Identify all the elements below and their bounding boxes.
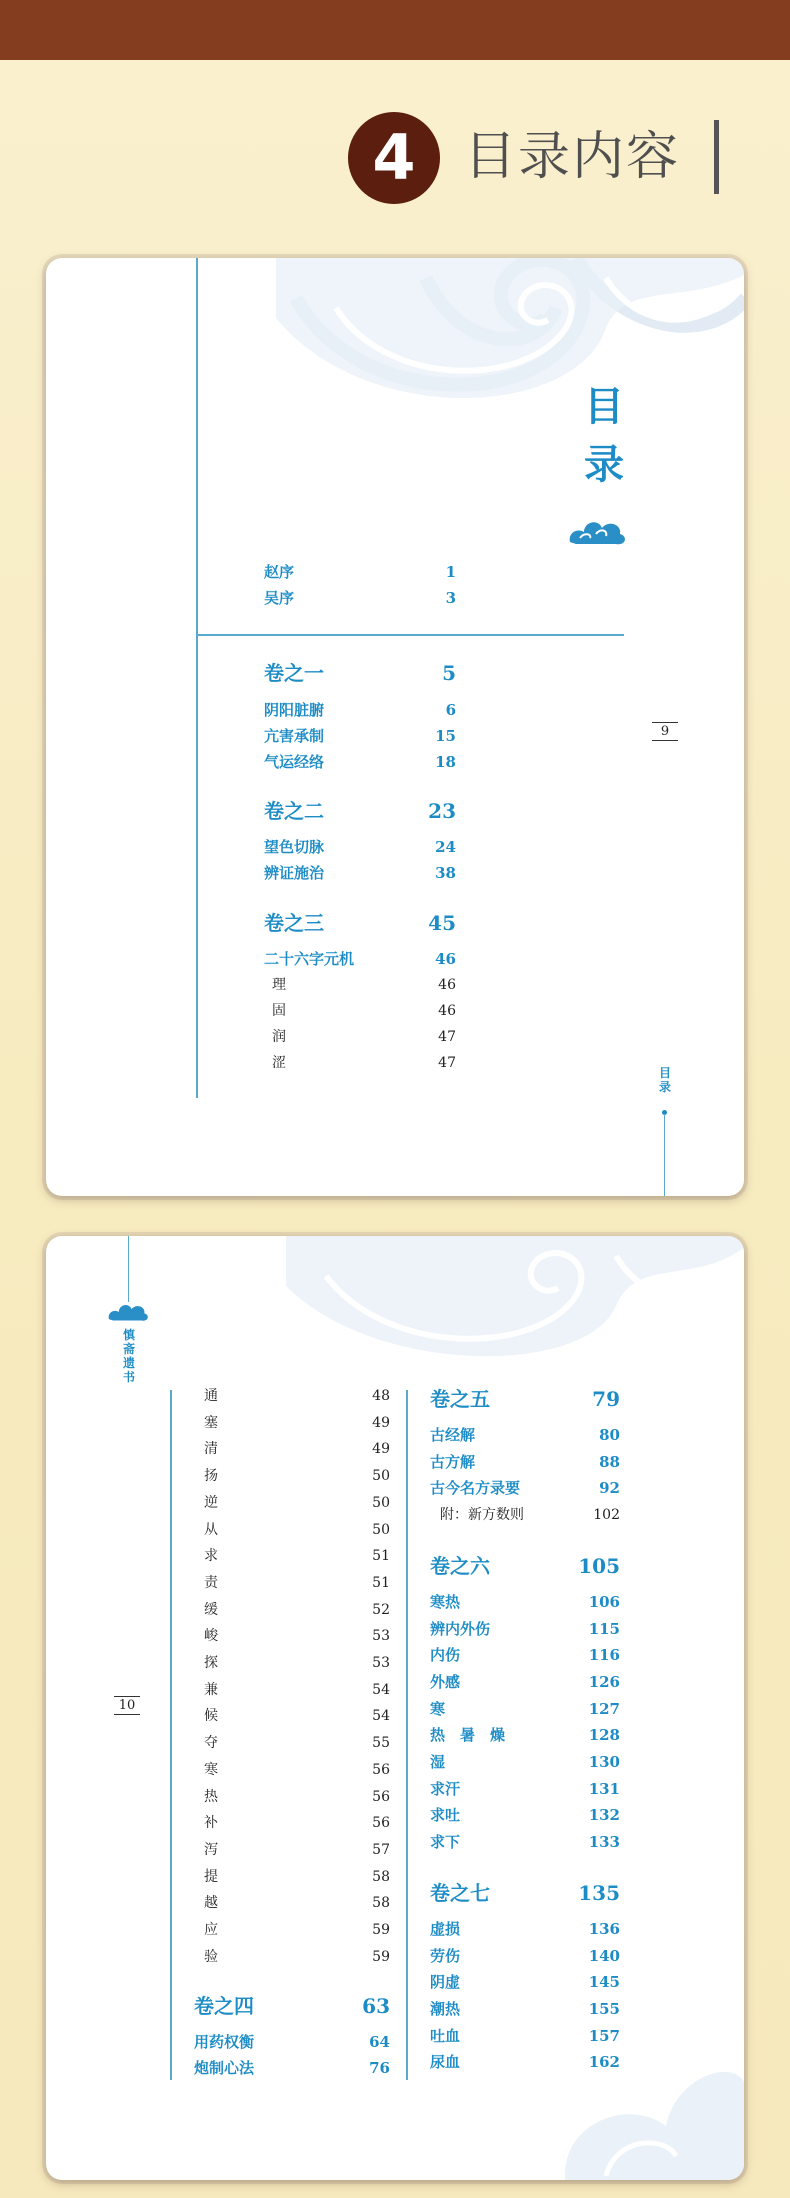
toc-page: 106 [588,1592,620,1611]
toc-label: 阴虚 [430,1973,461,1992]
toc-label: 炮制心法 [194,2059,255,2077]
toc-label: 缓 [204,1601,218,1618]
toc-row[interactable] [264,947,456,971]
toc-label: 外感 [430,1672,461,1691]
toc-page: 116 [588,1646,620,1665]
toc-page: 3 [445,589,456,607]
toc-label: 热 [204,1788,218,1805]
toc-label: 劳伤 [430,1946,461,1965]
toc-row[interactable] [440,1503,620,1527]
side-line [664,1114,665,1196]
toc-title-char-2: 录 [584,441,624,488]
toc-label: 责 [204,1574,218,1591]
toc-volume-2[interactable] [264,796,456,826]
toc-label: 补 [204,1815,218,1832]
toc-label: 越 [204,1895,218,1912]
toc-row[interactable] [204,1518,390,1542]
toc-row[interactable] [430,1590,620,1614]
toc-page: 130 [588,1753,620,1771]
toc-row[interactable] [204,1704,390,1728]
toc-row-preface-1[interactable] [264,560,456,584]
toc-page: 126 [588,1672,620,1691]
toc-label: 辨证施治 [264,864,325,882]
toc-label: 用药权衡 [194,2033,255,2051]
toc-page: 58 [372,1868,390,1885]
volume-title: 卷之一 [264,661,324,685]
toc-label: 候 [204,1708,218,1725]
toc-page: 80 [599,1426,620,1444]
toc-label: 古经解 [430,1426,476,1444]
toc-page: 47 [438,1029,456,1045]
toc-row[interactable] [204,1411,390,1435]
toc-page: 131 [588,1779,620,1798]
toc-page: 140 [588,1946,620,1965]
toc-row[interactable] [430,1750,620,1774]
toc-page: 56 [372,1761,390,1778]
toc-row[interactable] [430,1830,620,1854]
toc-label: 辨内外伤 [430,1619,491,1638]
side-running-title: 慎 斋 遗 书 [122,1328,135,1384]
toc-row[interactable] [204,1945,390,1969]
left-margin-line [196,258,198,1098]
toc-label: 热 暑 燥 [430,1726,506,1745]
toc-label: 二十六字元机 [264,950,355,968]
volume-title: 卷之六 [430,1553,490,1578]
toc-page: 162 [588,2053,620,2072]
toc-volume[interactable] [430,1551,620,1581]
toc-row[interactable] [264,861,456,885]
toc-subrow[interactable] [272,999,456,1023]
toc-page: 51 [372,1548,390,1565]
toc-volume[interactable] [430,1878,620,1908]
page-number: 10 [114,1698,140,1713]
toc-row[interactable] [430,1997,620,2021]
toc-page: 88 [599,1452,620,1471]
toc-label: 理 [272,977,286,993]
cloud-ornament-icon [566,516,628,548]
toc-page: 24 [435,838,456,856]
toc-page: 53 [372,1655,390,1671]
toc-page: 49 [372,1441,390,1458]
toc-row[interactable] [430,1917,620,1941]
toc-page: 38 [435,864,456,882]
toc-label: 涩 [272,1055,286,1071]
left-column-line [170,1390,172,2080]
toc-row[interactable] [194,2030,390,2054]
toc-page: 18 [435,753,456,771]
toc-page: 64 [369,2033,390,2051]
section-number-badge: 4 [348,112,440,204]
toc-page: 132 [588,1806,620,1825]
toc-row[interactable] [204,1624,390,1648]
toc-row[interactable] [204,1571,390,1595]
toc-subrow[interactable] [272,973,456,997]
volume-page: 135 [578,1880,620,1905]
toc-page: 15 [435,727,456,745]
toc-label: 古方解 [430,1452,476,1471]
toc-row-preface-2[interactable] [264,586,456,610]
toc-volume-4[interactable] [194,1991,390,2021]
toc-label: 求 [204,1548,218,1565]
toc-page: 49 [372,1414,390,1431]
toc-label: 提 [204,1868,218,1885]
toc-row[interactable] [204,1811,390,1835]
toc-row[interactable] [204,1384,390,1408]
toc-row[interactable] [204,1651,390,1675]
toc-page: 56 [372,1815,390,1832]
toc-label: 清 [204,1441,218,1458]
toc-page: 53 [372,1628,390,1645]
toc-row[interactable] [430,1476,620,1500]
toc-label: 塞 [204,1414,218,1431]
toc-row[interactable] [430,1450,620,1474]
toc-volume-3[interactable] [264,908,456,938]
toc-subrow[interactable] [272,1025,456,1049]
toc-row[interactable] [264,835,456,859]
toc-label: 气运经络 [264,753,325,771]
toc-page: 1 [445,563,456,581]
toc-row[interactable] [204,1437,390,1461]
toc-label: 吴序 [264,589,295,607]
toc-label: 探 [204,1655,218,1671]
toc-label: 虚损 [430,1919,461,1938]
toc-page: 127 [588,1699,620,1718]
toc-page: 59 [372,1948,390,1965]
toc-label: 从 [204,1521,218,1538]
toc-page: 50 [372,1494,390,1511]
toc-row[interactable] [430,1423,620,1447]
toc-page: 76 [369,2059,390,2077]
toc-label: 通 [204,1388,218,1404]
toc-row[interactable] [430,1643,620,1667]
toc-label: 润 [272,1029,286,1045]
toc-label: 固 [272,1003,286,1019]
toc-label: 扬 [204,1468,218,1485]
toc-page: 51 [372,1574,390,1591]
toc-row[interactable] [204,1918,390,1942]
toc-row[interactable] [430,1803,620,1827]
preface-divider [196,634,624,636]
toc-row[interactable] [204,1678,390,1702]
cloud-ornament-icon [106,1300,150,1324]
toc-row[interactable] [430,1723,620,1747]
toc-subrow[interactable] [272,1051,456,1075]
toc-label: 求汗 [430,1779,461,1798]
toc-row[interactable] [430,1970,620,1994]
volume-page: 5 [442,661,456,685]
toc-label: 赵序 [264,563,295,581]
toc-label: 吐血 [430,2026,461,2045]
toc-page: 6 [445,701,456,719]
toc-page: 52 [372,1601,390,1618]
cloud-pattern-icon [286,1236,744,1376]
toc-row[interactable] [430,1944,620,1968]
toc-row[interactable] [264,698,456,722]
toc-page: 48 [372,1388,390,1404]
top-bar [0,0,790,60]
cloud-pattern-icon [276,258,744,408]
toc-label: 亢害承制 [264,727,325,745]
toc-row[interactable] [204,1491,390,1515]
volume-page: 45 [428,911,456,935]
toc-page: 58 [372,1895,390,1912]
toc-label: 兼 [204,1681,218,1698]
volume-page: 63 [362,1994,390,2018]
toc-label: 夺 [204,1735,218,1752]
toc-row[interactable] [264,750,456,774]
toc-row[interactable] [430,1617,620,1641]
toc-row[interactable] [430,2024,620,2048]
toc-row[interactable] [430,2050,620,2074]
toc-title-char-1: 目 [584,383,624,430]
toc-page: 102 [593,1507,620,1524]
toc-label: 望色切脉 [264,838,325,856]
toc-label: 内伤 [430,1646,461,1665]
toc-row[interactable] [430,1670,620,1694]
toc-page: 157 [588,2026,620,2045]
toc-page: 50 [372,1521,390,1538]
toc-label: 古今名方录要 [430,1479,521,1498]
toc-label: 阴阳脏腑 [264,701,325,719]
toc-label: 泻 [204,1841,218,1858]
toc-page: 57 [372,1841,390,1858]
toc-page: 155 [588,1999,620,2018]
toc-label: 潮热 [430,1999,461,2018]
toc-label: 求下 [430,1833,461,1852]
toc-label: 寒 [430,1699,446,1718]
toc-page: 133 [588,1833,620,1852]
toc-page: 115 [588,1619,620,1638]
toc-page: 46 [438,977,456,993]
toc-row[interactable] [430,1777,620,1801]
side-running-title: 目 录 [658,1066,671,1094]
volume-page: 79 [592,1387,620,1411]
toc-page: 55 [372,1735,390,1752]
toc-page-1 [46,258,744,1196]
toc-label: 寒 [204,1761,218,1778]
toc-label: 附：新方数则 [440,1507,524,1524]
toc-row[interactable] [204,1731,390,1755]
volume-title: 卷之二 [264,799,324,823]
toc-page: 54 [372,1681,390,1698]
header-divider [714,120,719,194]
toc-label: 峻 [204,1628,218,1645]
toc-page: 47 [438,1055,456,1071]
toc-label: 求吐 [430,1806,461,1825]
toc-row[interactable] [194,2056,390,2080]
toc-row[interactable] [204,1785,390,1809]
toc-page: 145 [588,1973,620,1992]
volume-title: 卷之五 [430,1387,490,1411]
toc-label: 寒热 [430,1592,461,1611]
volume-title: 卷之三 [264,911,324,935]
toc-row[interactable] [204,1838,390,1862]
toc-row[interactable] [204,1544,390,1568]
toc-label: 湿 [430,1753,446,1771]
toc-label: 尿血 [430,2053,461,2072]
toc-page: 50 [372,1468,390,1485]
toc-label: 验 [204,1948,218,1965]
toc-row[interactable] [204,1891,390,1915]
cloud-pattern-icon [546,2056,744,2180]
toc-volume-1[interactable] [264,658,456,688]
volume-title: 卷之四 [194,1994,254,2018]
toc-row[interactable] [264,724,456,748]
toc-page: 128 [588,1726,620,1745]
toc-row[interactable] [204,1758,390,1782]
toc-label: 应 [204,1922,218,1938]
toc-page: 136 [588,1919,620,1938]
toc-page: 92 [599,1479,620,1498]
volume-page: 105 [578,1553,620,1578]
toc-page: 46 [435,950,456,968]
toc-row[interactable] [204,1598,390,1622]
page-number: 9 [652,724,678,739]
toc-page: 59 [372,1922,390,1938]
toc-row[interactable] [430,1697,620,1721]
toc-label: 逆 [204,1494,218,1511]
toc-volume[interactable] [430,1384,620,1414]
top-hanging-line [128,1236,129,1302]
toc-page: 46 [438,1003,456,1019]
toc-page-2 [46,1236,744,2180]
middle-column-line [406,1390,408,2080]
toc-page: 54 [372,1708,390,1725]
toc-row[interactable] [204,1464,390,1488]
volume-title: 卷之七 [430,1880,490,1905]
toc-row[interactable] [204,1865,390,1889]
section-title: 目录内容 [464,127,681,187]
toc-page: 56 [372,1788,390,1805]
volume-page: 23 [428,799,456,823]
